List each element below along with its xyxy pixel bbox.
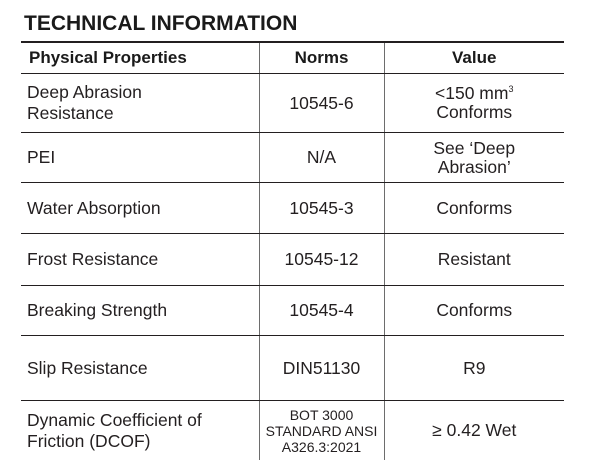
norm-text: 10545-3 — [289, 197, 354, 218]
table-row — [21, 234, 564, 286]
property-text: Water Absorption — [27, 197, 161, 218]
norm-text: 10545-6 — [289, 92, 354, 113]
value-text — [385, 84, 565, 103]
table-row — [21, 133, 564, 183]
norm-text: N/A — [306, 147, 337, 167]
table-row — [21, 336, 564, 401]
norm-cell — [259, 234, 384, 286]
property-cell — [21, 336, 259, 401]
norm-cell — [259, 74, 384, 133]
norm-text: 10545-4 — [289, 300, 354, 320]
header-norms: Norms — [259, 42, 384, 74]
value-text: See ‘Deep — [433, 137, 516, 158]
technical-information-table — [21, 41, 564, 460]
header-value: Value — [384, 42, 564, 74]
value-text: Conforms — [436, 300, 513, 320]
value-cell — [384, 401, 564, 461]
norm-text: 10545-12 — [284, 249, 359, 269]
value-text: R9 — [463, 357, 486, 378]
property-text: PEI — [27, 147, 56, 167]
property-cell — [21, 401, 259, 461]
value-main: <150 mm — [435, 83, 509, 103]
property-text: Resistance — [27, 103, 114, 123]
page-title: TECHNICAL INFORMATION — [24, 12, 298, 35]
value-text: Conforms — [436, 197, 513, 218]
value-text: ≥ 0.42 Wet — [432, 420, 517, 440]
norm-text: STANDARD ANSI — [265, 422, 378, 439]
value-cell — [384, 234, 564, 286]
norm-cell — [259, 183, 384, 234]
value-cell — [384, 74, 564, 133]
table-header-row — [21, 42, 564, 74]
norm-text: DIN51130 — [282, 357, 361, 378]
norm-cell — [259, 401, 384, 461]
norm-cell — [259, 286, 384, 336]
norm-text: A326.3:2021 — [281, 438, 362, 455]
value-text: Conforms — [436, 102, 513, 122]
header-physical-properties: Physical Properties — [21, 42, 259, 74]
property-text: Slip Resistance — [27, 357, 148, 378]
table-row — [21, 74, 564, 133]
property-cell — [21, 234, 259, 286]
unit-superscript: 3 — [508, 84, 514, 94]
property-text: Dynamic Coefficient of — [27, 409, 202, 430]
norm-cell — [259, 336, 384, 401]
value-text: Abrasion’ — [437, 156, 511, 177]
property-cell — [21, 286, 259, 336]
value-text: Resistant — [437, 249, 511, 269]
value-cell — [384, 336, 564, 401]
table-row — [21, 183, 564, 234]
value-cell — [384, 133, 564, 183]
property-text: Frost Resistance — [27, 249, 159, 269]
table-row — [21, 401, 564, 461]
value-cell — [384, 183, 564, 234]
norm-text: BOT 3000 — [289, 406, 354, 423]
property-cell — [21, 133, 259, 183]
value-cell — [384, 286, 564, 336]
property-cell — [21, 74, 259, 133]
property-cell — [21, 183, 259, 234]
table-row — [21, 286, 564, 336]
property-text: Breaking Strength — [27, 300, 168, 320]
property-text: Friction (DCOF) — [27, 430, 151, 451]
norm-cell — [259, 133, 384, 183]
property-text: Deep Abrasion — [27, 82, 142, 102]
